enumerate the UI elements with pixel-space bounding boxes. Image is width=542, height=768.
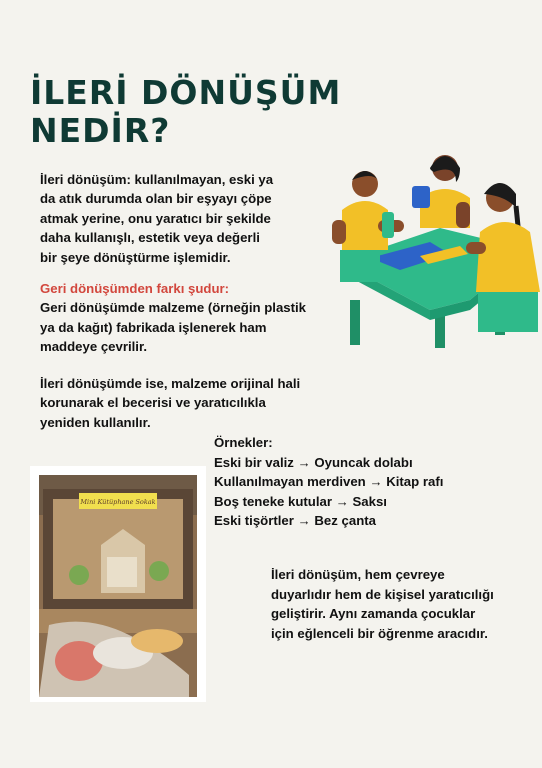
example-item: Boş teneke kutular → Saksı [214, 493, 387, 509]
closing-line: duyarlıdır hem de kişisel yaratıcılığı [271, 586, 494, 602]
difference-line: Geri dönüşümde malzeme (örneğin plastik [40, 300, 307, 316]
example-item: Kullanılmayan merdiven → Kitap rafı [214, 474, 444, 490]
difference-line: maddeye çevrilir. [40, 339, 148, 355]
suitcase-library-photo [39, 475, 197, 697]
intro-line: bir şeye dönüştürme işlemidir. [40, 249, 231, 265]
closing-line: için eğlenceli bir öğrenme aracıdır. [271, 625, 488, 641]
examples-list [214, 433, 474, 531]
intro-line: da atık durumda olan bir eşyayı çöpe [40, 191, 272, 207]
children-crafting-illustration [320, 150, 542, 350]
examples-heading: Örnekler: [214, 435, 273, 450]
title-line-1: İLERİ DÖNÜŞÜM [30, 73, 342, 112]
sign-text: Mini Kütüphane Sokak [80, 498, 156, 506]
upcycle-paragraph [40, 374, 340, 432]
intro-line: daha kullanışlı, estetik veya değerli [40, 230, 260, 246]
intro-line: İleri dönüşüm: kullanılmayan, eski ya [40, 172, 274, 187]
upcycle-line: yeniden kullanılır. [40, 414, 151, 430]
closing-line: geliştirir. Aynı zamanda çocuklar [271, 606, 476, 622]
example-item: Eski tişörtler → Bez çanta [214, 513, 376, 529]
page-title [30, 74, 390, 150]
girl-figure-middle [412, 155, 470, 228]
closing-line: İleri dönüşüm, hem çevreye [271, 567, 445, 582]
upcycle-line: İleri dönüşümde ise, malzeme orijinal hali [40, 376, 301, 391]
intro-paragraph [40, 170, 310, 267]
difference-paragraph [40, 279, 340, 357]
difference-heading: Geri dönüşümden farkı şudur: [40, 281, 230, 296]
difference-line: ya da kağıt) fabrikada işlenerek ham [40, 319, 267, 335]
upcycle-line: korunarak el becerisi ve yaratıcılıkla [40, 395, 266, 411]
photo-frame [30, 466, 206, 702]
example-item: Eski bir valiz → Oyuncak dolabı [214, 454, 413, 470]
closing-paragraph [271, 565, 531, 643]
intro-line: atmak yerine, onu yaratıcı bir şekilde [40, 210, 271, 226]
title-line-2: NEDİR? [30, 111, 171, 150]
